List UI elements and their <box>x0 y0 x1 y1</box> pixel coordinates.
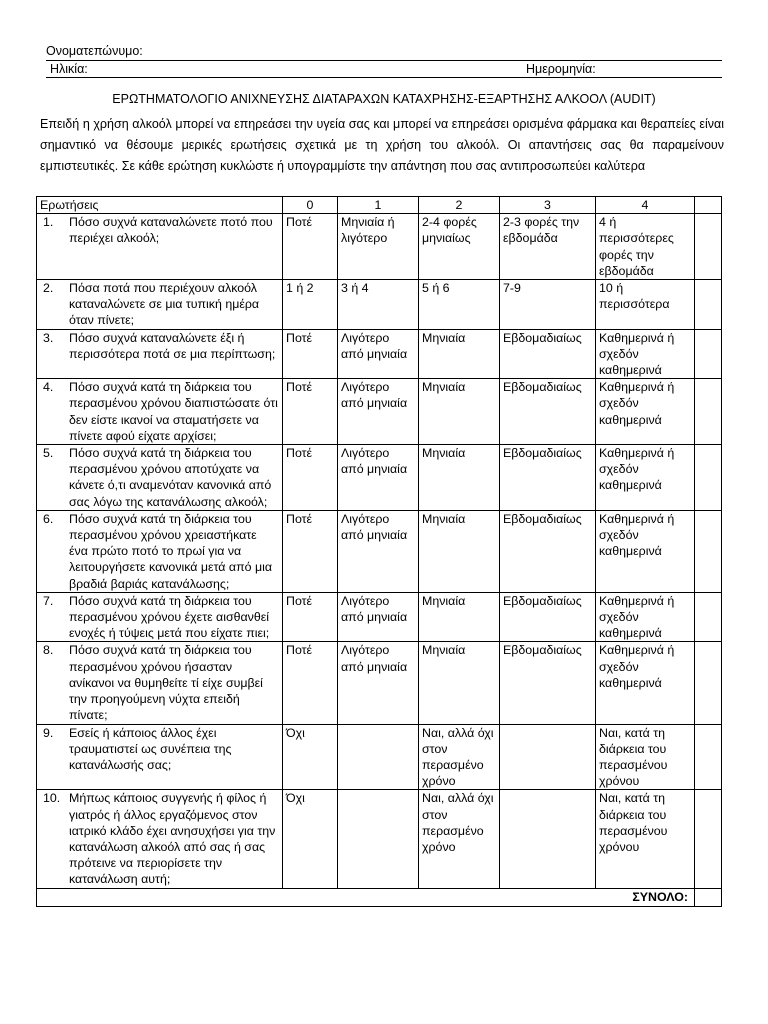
answer-option-1[interactable]: Μηνιαία ή λιγότερο <box>338 214 419 280</box>
table-row <box>37 790 722 888</box>
answer-option-1[interactable]: 3 ή 4 <box>338 280 419 330</box>
answer-option-2[interactable]: Ναι, αλλά όχι στον περασμένο χρόνο <box>419 724 500 790</box>
age-date-underline <box>46 77 722 78</box>
answer-option-1[interactable]: Λιγότερο από μηνιαία <box>338 329 419 379</box>
answer-option-4[interactable]: Ναι, κατά τη διάρκεια του περασμένου χρόνου <box>596 790 695 888</box>
table-row <box>37 329 722 379</box>
question-number: 7. <box>43 593 54 608</box>
header-score-0: 0 <box>283 197 338 214</box>
score-cell[interactable] <box>695 379 722 445</box>
answer-option-0[interactable]: Ποτέ <box>283 329 338 379</box>
question-cell <box>37 642 283 724</box>
total-row <box>37 888 722 906</box>
header-score-4: 4 <box>596 197 695 214</box>
answer-option-3[interactable]: Εβδομαδιαίως <box>500 592 596 642</box>
score-cell[interactable] <box>695 280 722 330</box>
answer-option-4[interactable]: Καθημερινά ή σχεδόν καθημερινά <box>596 379 695 445</box>
score-cell[interactable] <box>695 445 722 511</box>
answer-option-1[interactable] <box>338 724 419 790</box>
question-number: 6. <box>43 511 54 526</box>
answer-option-3[interactable] <box>500 724 596 790</box>
answer-option-0[interactable]: Ποτέ <box>283 510 338 592</box>
page-title: ΕΡΩΤΗΜΑΤΟΛΟΓΙΟ ΑΝΙΧΝΕΥΣΗΣ ΔΙΑΤΑΡΑΧΩΝ ΚΑΤΑΧΡΗΣΗΣ-ΕΞΑΡΤΗΣΗΣ ΑΛΚΟΟΛ (AUDIT) <box>112 92 656 106</box>
answer-option-1[interactable]: Λιγότερο από μηνιαία <box>338 592 419 642</box>
table-row <box>37 724 722 790</box>
answer-option-4[interactable]: Καθημερινά ή σχεδόν καθημερινά <box>596 445 695 511</box>
question-text: Πόσο συχνά κατά τη διάρκεια του περασμένου χρόνου αποτύχατε να κάνετε ό,τι αναμενόταν κανονικά από σας λόγω της κατανάλωσης αλκοόλ; <box>69 446 272 509</box>
question-text: Πόσο συχνά κατά τη διάρκεια του περασμένου χρόνου χρειαστήκατε ένα πρώτο ποτό το πρωί για να λειτουργήσετε κανονικά μετά από μια βραδιά βαριάς κατανάλωσης; <box>69 511 273 591</box>
score-cell[interactable] <box>695 724 722 790</box>
answer-option-4[interactable]: Καθημερινά ή σχεδόν καθημερινά <box>596 592 695 642</box>
answer-option-2[interactable]: Μηνιαία <box>419 592 500 642</box>
question-cell <box>37 379 283 445</box>
question-cell <box>37 724 283 790</box>
answer-option-4[interactable]: Ναι, κατά τη διάρκεια του περασμένου χρόνου <box>596 724 695 790</box>
header-score-1: 1 <box>338 197 419 214</box>
answer-option-4[interactable]: Καθημερινά ή σχεδόν καθημερινά <box>596 510 695 592</box>
answer-option-3[interactable]: Εβδομαδιαίως <box>500 642 596 724</box>
answer-option-0[interactable]: Ποτέ <box>283 379 338 445</box>
question-number: 5. <box>43 446 54 461</box>
answer-option-2[interactable]: 5 ή 6 <box>419 280 500 330</box>
answer-option-2[interactable]: Μηνιαία <box>419 510 500 592</box>
table-row <box>37 379 722 445</box>
name-label: Ονοματεπώνυμο: <box>46 44 143 58</box>
question-number: 4. <box>43 380 54 395</box>
answer-option-3[interactable]: Εβδομαδιαίως <box>500 510 596 592</box>
answer-option-2[interactable]: Μηνιαία <box>419 445 500 511</box>
answer-option-0[interactable]: Όχι <box>283 724 338 790</box>
table-row <box>37 642 722 724</box>
question-text: Πόσο συχνά κατά τη διάρκεια του περασμένου χρόνου έχετε αισθανθεί ενοχές ή τύψεις μετά που είχατε πιει; <box>69 593 270 641</box>
answer-option-0[interactable]: Όχι <box>283 790 338 888</box>
question-cell <box>37 510 283 592</box>
score-cell[interactable] <box>695 214 722 280</box>
question-number: 2. <box>43 281 54 296</box>
question-cell <box>37 790 283 888</box>
score-cell[interactable] <box>695 790 722 888</box>
answer-option-4[interactable]: 10 ή περισσότερα <box>596 280 695 330</box>
table-row <box>37 214 722 280</box>
question-number: 1. <box>43 215 54 230</box>
question-text: Πόσο συχνά καταναλώνετε ποτό που περιέχει αλκοόλ; <box>69 215 273 246</box>
answer-option-0[interactable]: Ποτέ <box>283 642 338 724</box>
table-row <box>37 592 722 642</box>
intro-paragraph: Επειδή η χρήση αλκοόλ μπορεί να επηρεάσει την υγεία σας και μπορεί να επηρεάσει ορισμένα φάρμακα και θεραπείες είναι σημαντικό να θέσουμε μερικές ερωτήσεις σχετικά με τη χρήση του αλκοόλ. Οι απαντήσεις σας θα παραμείνουν εμπιστευτικές. Σε κάθε ερώτηση κυκλώστε ή υπογραμμίστε την απάντηση που σας αντιπροσωπεύει καλύτερα <box>40 117 724 173</box>
question-cell <box>37 280 283 330</box>
question-text: Μήπως κάποιος συγγενής ή φίλος ή γιατρός ή άλλος εργαζόμενος στον ιατρικό κλάδο έχει ανησυχήσει για την κατανάλωση αλκοόλ από σας ή σας πρότεινε να περιορίσετε την κατανάλωση αυτή; <box>69 791 276 887</box>
answer-option-4[interactable]: Καθημερινά ή σχεδόν καθημερινά <box>596 642 695 724</box>
question-text: Εσείς ή κάποιος άλλος έχει τραυματιστεί ως συνέπεια της κατανάλωσής σας; <box>69 725 232 772</box>
total-score-cell[interactable] <box>695 888 722 906</box>
header-score-2: 2 <box>419 197 500 214</box>
table-row <box>37 445 722 511</box>
answer-option-2[interactable]: Μηνιαία <box>419 329 500 379</box>
question-text: Πόσο συχνά καταναλώνετε έξι ή περισσότερα ποτά σε μια περίπτωση; <box>69 330 276 361</box>
answer-option-1[interactable]: Λιγότερο από μηνιαία <box>338 379 419 445</box>
header-score-3: 3 <box>500 197 596 214</box>
audit-table <box>36 196 722 907</box>
age-label: Ηλικία: <box>50 62 88 76</box>
answer-option-3[interactable]: 2-3 φορές την εβδομάδα <box>500 214 596 280</box>
answer-option-2[interactable]: Μηνιαία <box>419 642 500 724</box>
answer-option-2[interactable]: 2-4 φορές μηνιαίως <box>419 214 500 280</box>
answer-option-1[interactable]: Λιγότερο από μηνιαία <box>338 642 419 724</box>
total-label: ΣΥΝΟΛΟ: <box>37 888 695 906</box>
table-row <box>37 280 722 330</box>
answer-option-0[interactable]: Ποτέ <box>283 214 338 280</box>
answer-option-2[interactable]: Ναι, αλλά όχι στον περασμένο χρόνο <box>419 790 500 888</box>
answer-option-3[interactable]: Εβδομαδιαίως <box>500 445 596 511</box>
answer-option-3[interactable]: 7-9 <box>500 280 596 330</box>
answer-option-0[interactable]: Ποτέ <box>283 445 338 511</box>
answer-option-4[interactable]: 4 ή περισσότερες φορές την εβδομάδα <box>596 214 695 280</box>
name-underline <box>46 60 722 61</box>
answer-option-1[interactable] <box>338 790 419 888</box>
score-cell[interactable] <box>695 329 722 379</box>
question-cell <box>37 214 283 280</box>
question-text: Πόσο συχνά κατά τη διάρκεια του περασμένου χρόνου διαπιστώσατε ότι δεν είστε ικανοί να σταματήσετε να πίνετε αφού είχατε αρχίσει; <box>69 380 278 443</box>
answer-option-1[interactable]: Λιγότερο από μηνιαία <box>338 445 419 511</box>
answer-option-0[interactable]: Ποτέ <box>283 592 338 642</box>
answer-option-3[interactable]: Εβδομαδιαίως <box>500 379 596 445</box>
question-number: 10. <box>43 791 61 806</box>
answer-option-4[interactable]: Καθημερινά ή σχεδόν καθημερινά <box>596 329 695 379</box>
date-label: Ημερομηνία: <box>526 62 596 76</box>
answer-option-3[interactable] <box>500 790 596 888</box>
header-score <box>695 197 722 214</box>
question-number: 3. <box>43 330 54 345</box>
header-questions: Ερωτήσεις <box>37 197 283 214</box>
question-number: 8. <box>43 643 54 658</box>
score-cell[interactable] <box>695 592 722 642</box>
question-cell <box>37 329 283 379</box>
question-cell <box>37 592 283 642</box>
answer-option-3[interactable]: Εβδομαδιαίως <box>500 329 596 379</box>
score-cell[interactable] <box>695 642 722 724</box>
table-header-row <box>37 197 722 214</box>
answer-option-2[interactable]: Μηνιαία <box>419 379 500 445</box>
question-text: Πόσα ποτά που περιέχουν αλκοόλ καταναλώνετε σε μια τυπική ημέρα όταν πίνετε; <box>69 281 260 328</box>
answer-option-1[interactable]: Λιγότερο από μηνιαία <box>338 510 419 592</box>
score-cell[interactable] <box>695 510 722 592</box>
name-field <box>46 44 722 58</box>
answer-option-0[interactable]: 1 ή 2 <box>283 280 338 330</box>
question-number: 9. <box>43 725 54 740</box>
question-text: Πόσο συχνά κατά τη διάρκεια του περασμένου χρόνου ήσασταν ανίκανοι να θυμηθείτε τί είχε συμβεί την προηγούμενη νύχτα επειδή πίνατε; <box>69 643 263 723</box>
table-row <box>37 510 722 592</box>
question-cell <box>37 445 283 511</box>
